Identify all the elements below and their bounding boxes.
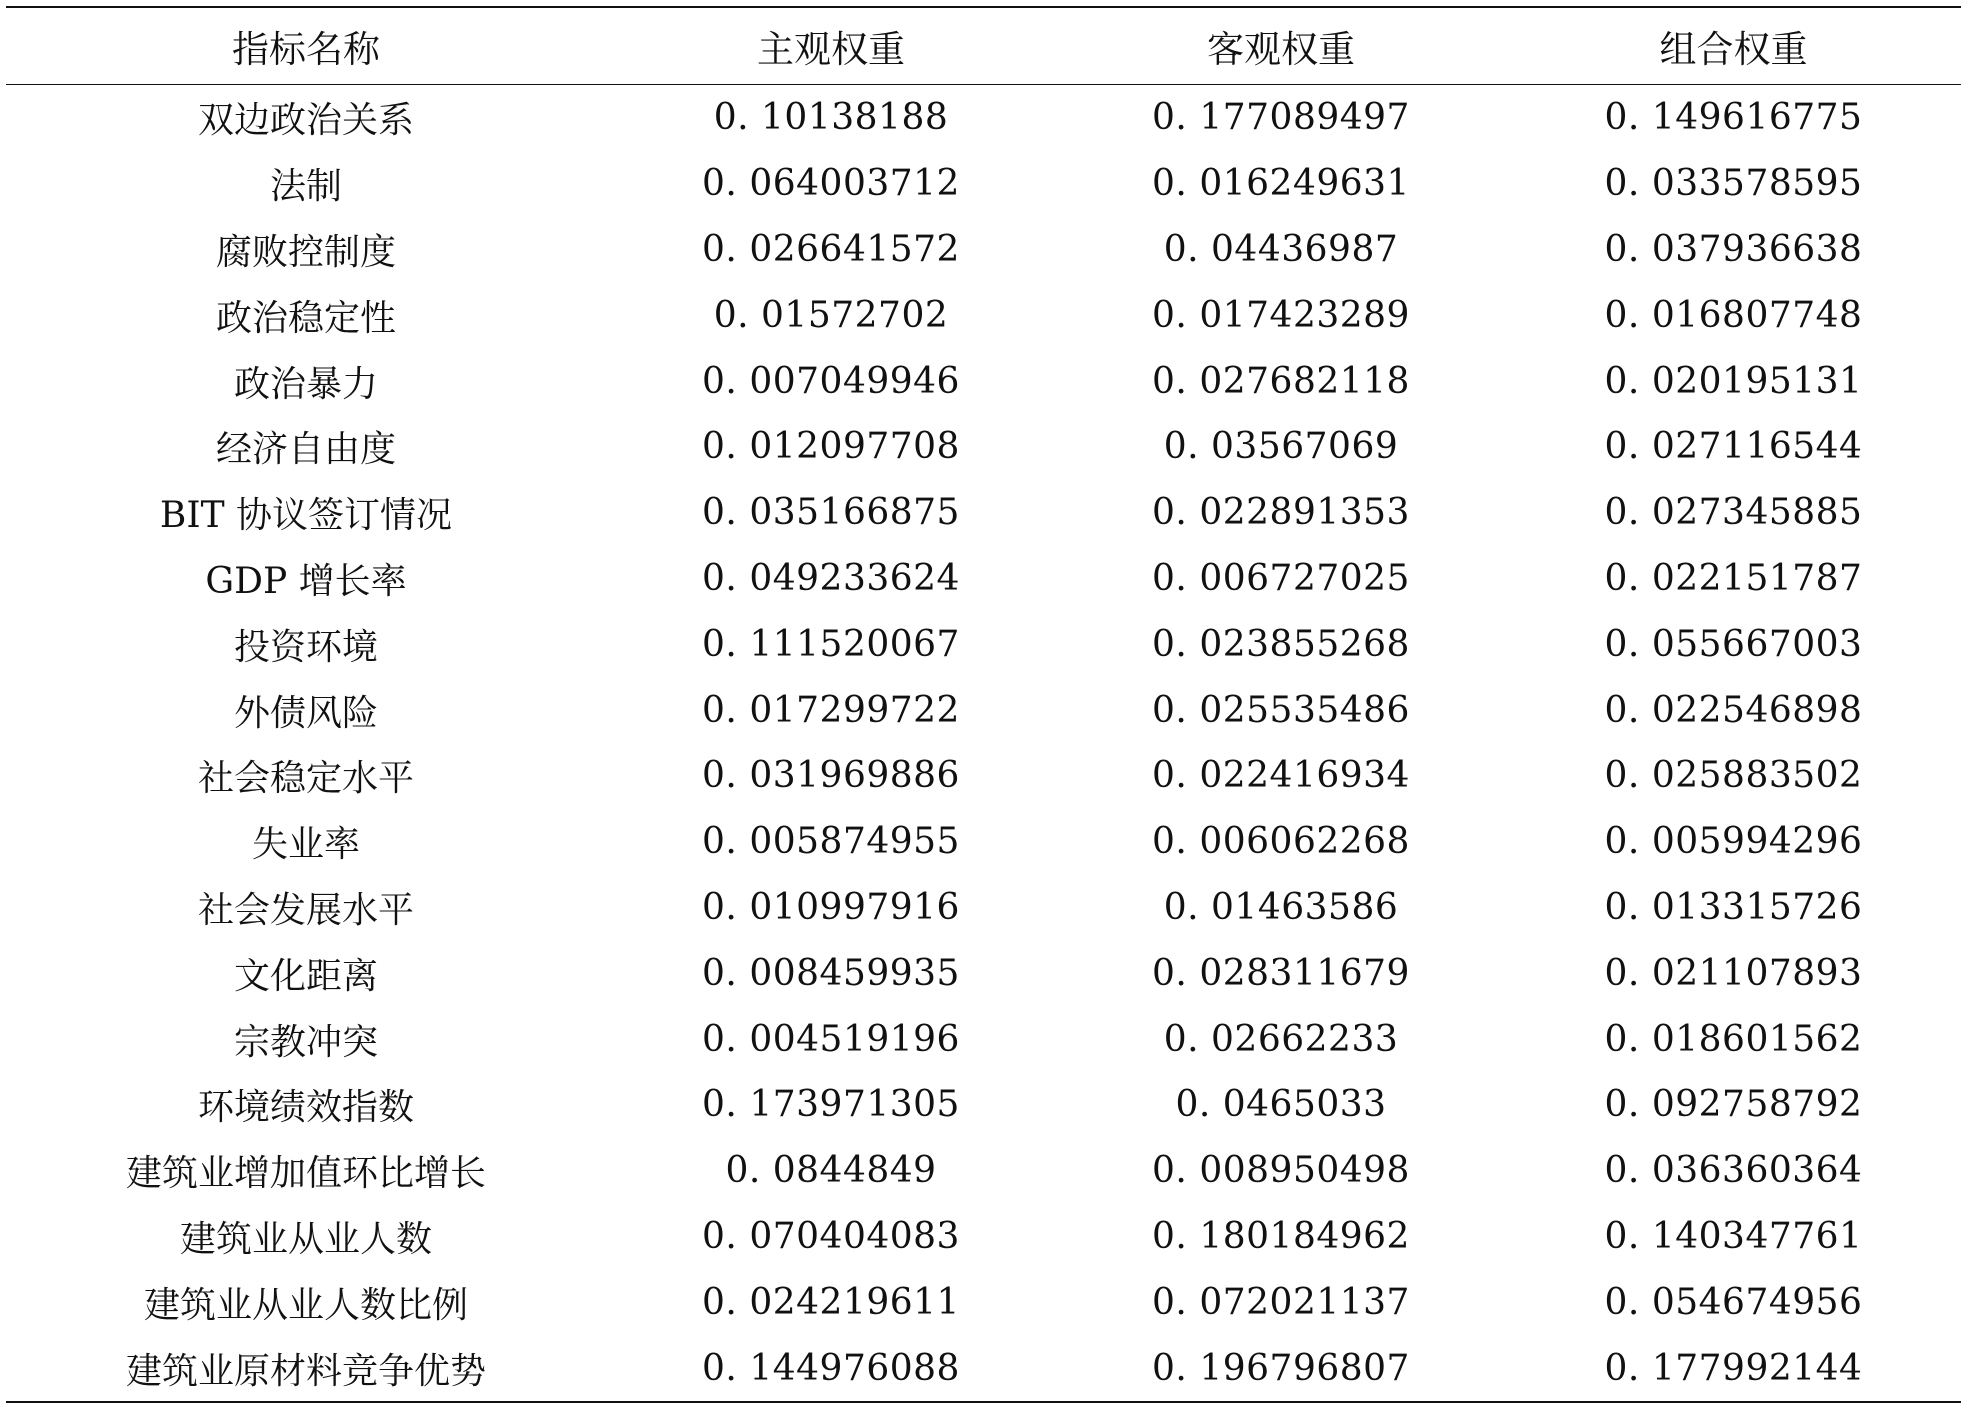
indicator-name-cell: 宗教冲突	[233, 1021, 378, 1063]
combined-weight-cell: 0. 022151787	[1604, 557, 1863, 599]
objective-weight-cell: 0. 008950498	[1152, 1150, 1410, 1192]
indicator-name-cell: 腐败控制度	[215, 231, 396, 273]
weights-table-container	[6, 6, 1961, 1403]
table-row	[6, 611, 1961, 677]
subjective-weight-cell: 0. 0844849	[725, 1150, 937, 1192]
indicator-name-cell: 政治暴力	[233, 363, 378, 405]
table-row	[6, 1204, 1961, 1270]
subjective-weight-cell: 0. 008459935	[702, 952, 960, 994]
indicator-name-cell: 文化距离	[233, 955, 378, 997]
subjective-weight-cell: 0. 010997916	[702, 886, 960, 928]
objective-weight-cell: 0. 006062268	[1152, 821, 1410, 863]
combined-weight-cell: 0. 027116544	[1604, 426, 1863, 468]
header-combined-weight: 组合权重	[1506, 7, 1961, 85]
table-row	[6, 414, 1961, 480]
objective-weight-cell: 0. 023855268	[1152, 623, 1410, 665]
table-row	[6, 875, 1961, 941]
subjective-weight-cell: 0. 012097708	[702, 426, 960, 468]
objective-weight-cell: 0. 0465033	[1175, 1084, 1387, 1126]
combined-weight-cell: 0. 149616775	[1604, 97, 1863, 139]
objective-weight-cell: 0. 025535486	[1152, 689, 1410, 731]
table-row	[6, 1269, 1961, 1335]
indicator-name-cell: 社会发展水平	[197, 889, 414, 931]
subjective-weight-cell: 0. 111520067	[702, 623, 960, 665]
combined-weight-cell: 0. 027345885	[1604, 492, 1863, 534]
header-subjective-weight: 主观权重	[606, 7, 1056, 85]
indicator-name-cell: 环境绩效指数	[197, 1087, 414, 1129]
objective-weight-cell: 0. 006727025	[1152, 557, 1410, 599]
table-row	[6, 1072, 1961, 1138]
indicator-name-cell: 建筑业从业人数	[179, 1218, 432, 1260]
subjective-weight-cell: 0. 144976088	[606, 1335, 1056, 1402]
subjective-weight-cell: 0. 064003712	[702, 163, 960, 205]
table-row	[6, 1006, 1961, 1072]
combined-weight-cell: 0. 022546898	[1604, 689, 1863, 731]
objective-weight-cell: 0. 196796807	[1056, 1335, 1506, 1402]
combined-weight-cell: 0. 037936638	[1604, 228, 1863, 270]
header-objective-weight: 客观权重	[1056, 7, 1506, 85]
combined-weight-cell: 0. 021107893	[1604, 952, 1863, 994]
indicator-name-cell: BIT 协议签订情况	[159, 495, 453, 537]
combined-weight-cell: 0. 018601562	[1604, 1018, 1863, 1060]
indicator-name-cell: 失业率	[251, 824, 360, 866]
table-row	[6, 677, 1961, 743]
combined-weight-cell: 0. 025883502	[1604, 755, 1863, 797]
indicator-name-cell: 法制	[269, 166, 342, 208]
objective-weight-cell: 0. 01463586	[1163, 886, 1399, 928]
table-row	[6, 940, 1961, 1006]
objective-weight-cell: 0. 02662233	[1163, 1018, 1399, 1060]
table-row	[6, 1335, 1961, 1402]
table-row	[6, 348, 1961, 414]
table-body	[6, 85, 1961, 1402]
combined-weight-cell: 0. 092758792	[1604, 1084, 1863, 1126]
subjective-weight-cell: 0. 026641572	[702, 228, 960, 270]
combined-weight-cell: 0. 054674956	[1604, 1281, 1863, 1323]
objective-weight-cell: 0. 016249631	[1152, 163, 1410, 205]
objective-weight-cell: 0. 028311679	[1152, 952, 1410, 994]
table-row	[6, 282, 1961, 348]
objective-weight-cell: 0. 017423289	[1152, 294, 1410, 336]
subjective-weight-cell: 0. 049233624	[702, 557, 960, 599]
subjective-weight-cell: 0. 173971305	[702, 1084, 960, 1126]
table-row	[6, 546, 1961, 612]
subjective-weight-cell: 0. 007049946	[702, 360, 960, 402]
table-row	[6, 743, 1961, 809]
subjective-weight-cell: 0. 035166875	[702, 492, 960, 534]
table-row	[6, 809, 1961, 875]
combined-weight-cell: 0. 055667003	[1604, 623, 1863, 665]
objective-weight-cell: 0. 022416934	[1152, 755, 1410, 797]
objective-weight-cell: 0. 177089497	[1152, 97, 1410, 139]
subjective-weight-cell: 0. 01572702	[713, 294, 949, 336]
indicator-name-cell: 建筑业增加值环比增长	[125, 1153, 486, 1195]
indicator-name-cell: 经济自由度	[215, 429, 396, 471]
subjective-weight-cell: 0. 031969886	[702, 755, 960, 797]
subjective-weight-cell: 0. 10138188	[713, 97, 949, 139]
weights-table	[6, 6, 1961, 1403]
objective-weight-cell: 0. 180184962	[1152, 1215, 1410, 1257]
table-row	[6, 151, 1961, 217]
combined-weight-cell: 0. 140347761	[1604, 1215, 1863, 1257]
combined-weight-cell: 0. 177992144	[1506, 1335, 1961, 1402]
subjective-weight-cell: 0. 005874955	[702, 821, 960, 863]
header-indicator-name: 指标名称	[6, 7, 606, 85]
table-row	[6, 1138, 1961, 1204]
indicator-name-cell: 外债风险	[233, 692, 378, 734]
table-row	[6, 480, 1961, 546]
combined-weight-cell: 0. 033578595	[1604, 163, 1863, 205]
subjective-weight-cell: 0. 004519196	[702, 1018, 960, 1060]
indicator-name-cell: 政治稳定性	[215, 297, 396, 339]
combined-weight-cell: 0. 036360364	[1604, 1150, 1863, 1192]
indicator-name-cell: 建筑业从业人数比例	[143, 1284, 468, 1326]
combined-weight-cell: 0. 005994296	[1604, 821, 1863, 863]
table-row	[6, 217, 1961, 283]
indicator-name-cell: 投资环境	[233, 626, 378, 668]
objective-weight-cell: 0. 072021137	[1152, 1281, 1410, 1323]
subjective-weight-cell: 0. 024219611	[702, 1281, 960, 1323]
objective-weight-cell: 0. 03567069	[1163, 426, 1399, 468]
subjective-weight-cell: 0. 070404083	[702, 1215, 960, 1257]
objective-weight-cell: 0. 027682118	[1152, 360, 1410, 402]
objective-weight-cell: 0. 022891353	[1152, 492, 1410, 534]
indicator-name-cell: 社会稳定水平	[197, 758, 414, 800]
combined-weight-cell: 0. 013315726	[1604, 886, 1863, 928]
table-header-row	[6, 7, 1961, 85]
indicator-name-cell: GDP 增长率	[205, 560, 407, 602]
objective-weight-cell: 0. 04436987	[1163, 228, 1399, 270]
subjective-weight-cell: 0. 017299722	[702, 689, 960, 731]
indicator-name-cell: 双边政治关系	[197, 100, 414, 142]
combined-weight-cell: 0. 020195131	[1604, 360, 1863, 402]
indicator-name-cell: 建筑业原材料竞争优势	[6, 1335, 606, 1402]
table-row	[6, 85, 1961, 151]
combined-weight-cell: 0. 016807748	[1604, 294, 1863, 336]
